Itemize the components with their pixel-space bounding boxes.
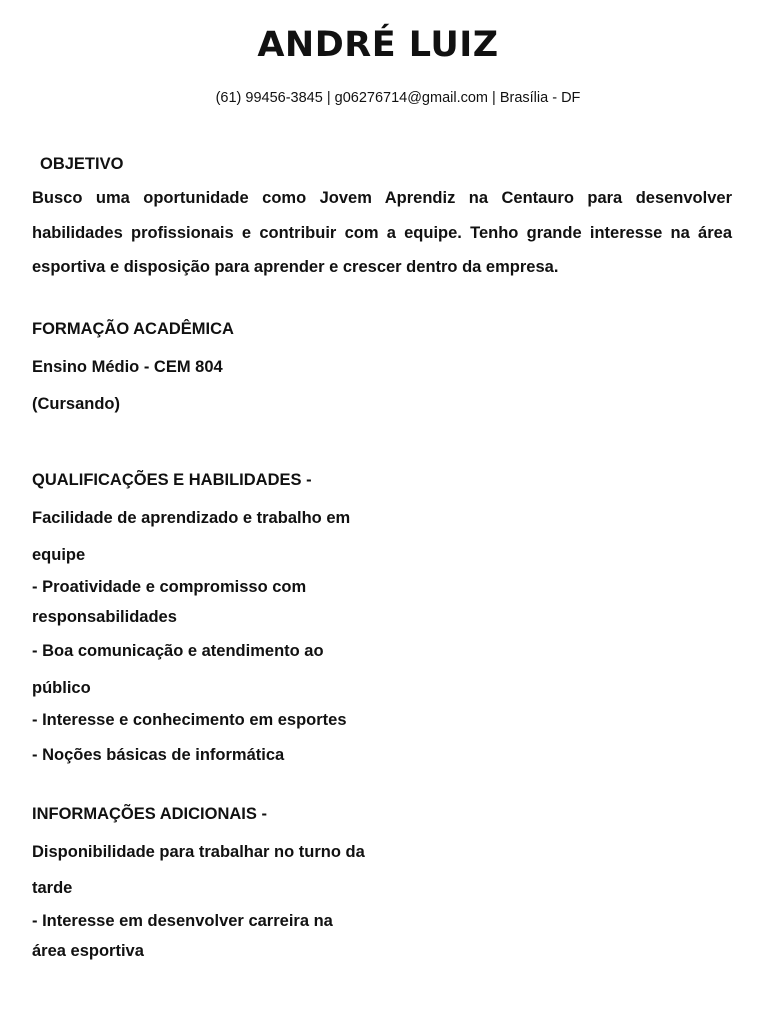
skills-line: - Noções básicas de informática (32, 746, 285, 764)
education-course: Ensino Médio - CEM 804 (32, 358, 223, 376)
skills-line: Facilidade de aprendizado e trabalho em (32, 509, 351, 527)
skills-line: público (32, 679, 91, 697)
candidate-name: ANDRÉ LUIZ (257, 25, 499, 65)
additional-line: área esportiva (32, 942, 144, 960)
skills-line: - Interesse e conhecimento em esportes (32, 711, 347, 729)
skills-line: equipe (32, 546, 86, 564)
education-heading: FORMAÇÃO ACADÊMICA (32, 320, 234, 338)
additional-line: - Interesse em desenvolver carreira na (32, 912, 333, 930)
skills-heading: QUALIFICAÇÕES E HABILIDADES - (32, 471, 312, 489)
additional-heading: INFORMAÇÕES ADICIONAIS - (32, 805, 267, 823)
additional-line: tarde (32, 879, 73, 897)
skills-line: - Boa comunicação e atendimento ao (32, 642, 324, 660)
additional-line: Disponibilidade para trabalhar no turno da (32, 843, 365, 861)
skills-line: responsabilidades (32, 608, 177, 626)
contact-info: (61) 99456-3845 | g06276714@gmail.com | Brasília - DF (215, 90, 581, 106)
skills-line: - Proatividade e compromisso com (32, 578, 307, 596)
objective-heading: OBJETIVO (40, 155, 124, 173)
education-status: (Cursando) (32, 395, 120, 413)
objective-text: Busco uma oportunidade como Jovem Aprendiz na Centauro para desenvolver habilidades profissionais e contribuir com a equipe. Tenho grande interesse na área esportiva e disposição para aprender e crescer dentro da empresa. (32, 189, 732, 276)
